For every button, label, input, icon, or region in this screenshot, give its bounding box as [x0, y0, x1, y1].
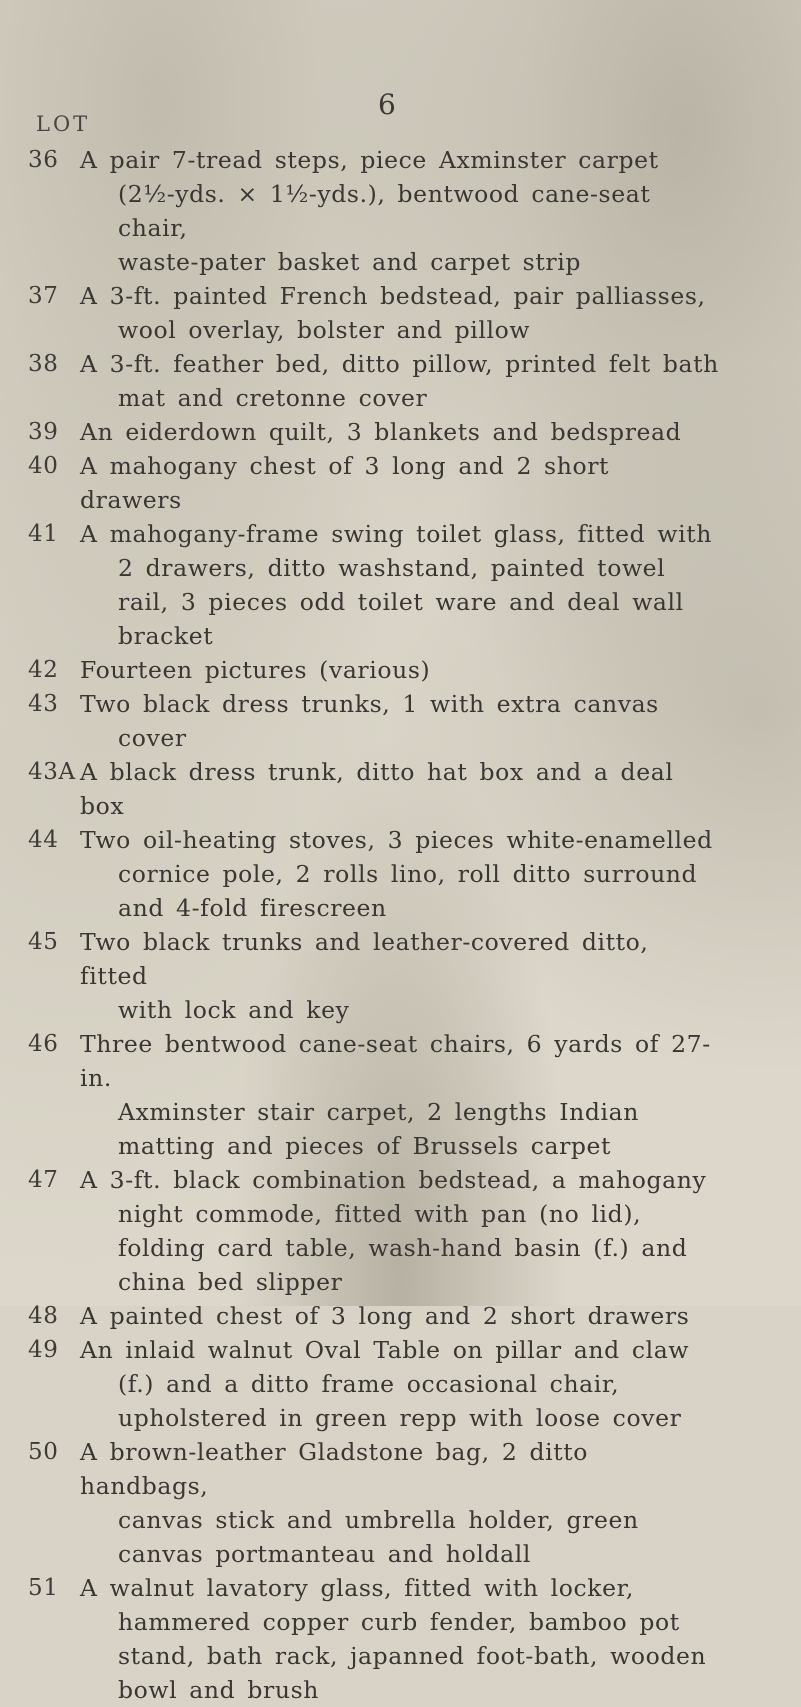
lot-number: 48	[28, 1303, 59, 1329]
lot-description-line: hammered copper curb fender, bamboo pot	[118, 1608, 680, 1636]
lot-description-line: waste-pater basket and carpet strip	[118, 248, 581, 276]
lot-description-line: (2½-yds. × 1½-yds.), bentwood cane-seat chair,	[118, 180, 651, 242]
lot-description-line: A pair 7-tread steps, piece Axminster carpet	[80, 146, 659, 174]
lot-description-line: mat and cretonne cover	[118, 384, 428, 412]
lot-entry	[0, 1435, 720, 1571]
lot-description-line: cover	[118, 724, 187, 752]
lot-entry	[0, 653, 720, 687]
lot-description-line: Two oil-heating stoves, 3 pieces white-enamelled	[80, 826, 713, 854]
lot-number: 43A	[28, 759, 76, 785]
lot-description-line: 2 drawers, ditto washstand, painted towel	[118, 554, 666, 582]
lot-number: 50	[28, 1439, 59, 1465]
lot-description-line: Axminster stair carpet, 2 lengths Indian	[118, 1098, 639, 1126]
lot-number: 39	[28, 419, 59, 445]
lot-entry	[0, 415, 720, 449]
lot-description	[80, 517, 720, 653]
lot-description	[80, 1299, 720, 1333]
lot-description-line: A black dress trunk, ditto hat box and a deal box	[80, 758, 674, 820]
lot-entry	[0, 1027, 720, 1163]
lot-description-line: rail, 3 pieces odd toilet ware and deal wall	[118, 588, 684, 616]
lot-description-line: cornice pole, 2 rolls lino, roll ditto surround	[118, 860, 698, 888]
lot-entry	[0, 1333, 720, 1435]
lot-description-line: A painted chest of 3 long and 2 short drawers	[80, 1302, 690, 1330]
lot-number: 37	[28, 283, 59, 309]
lot-description-line: A 3-ft. black combination bedstead, a mahogany	[80, 1166, 707, 1194]
lot-description	[80, 1163, 720, 1299]
lot-description	[80, 1571, 720, 1707]
lot-description-line: bracket	[118, 622, 214, 650]
lot-number: 40	[28, 453, 59, 479]
lot-number: 44	[28, 827, 59, 853]
lot-description-line: An eiderdown quilt, 3 blankets and bedspread	[80, 418, 682, 446]
lot-description-line: Two black dress trunks, 1 with extra canvas	[80, 690, 659, 718]
lot-entry	[0, 1571, 720, 1707]
lot-description-line: night commode, fitted with pan (no lid),	[118, 1200, 642, 1228]
lot-description-line: with lock and key	[118, 996, 350, 1024]
lot-description-line: A 3-ft. painted French bedstead, pair palliasses,	[80, 282, 706, 310]
lot-description-line: wool overlay, bolster and pillow	[118, 316, 531, 344]
lot-number: 38	[28, 351, 59, 377]
lot-description-line: A brown-leather Gladstone bag, 2 ditto handbags,	[80, 1438, 589, 1500]
lot-list	[0, 143, 801, 1707]
lot-entry	[0, 347, 720, 415]
lot-entry	[0, 1299, 720, 1333]
lot-entry	[0, 449, 720, 517]
lot-column-header: LOT	[36, 112, 91, 136]
lot-description-line: An inlaid walnut Oval Table on pillar and claw	[80, 1336, 690, 1364]
lot-number: 45	[28, 929, 59, 955]
lot-description	[80, 347, 720, 415]
lot-entry	[0, 925, 720, 1027]
lot-description	[80, 925, 720, 1027]
lot-entry	[0, 823, 720, 925]
lot-number: 51	[28, 1575, 59, 1601]
lot-number: 47	[28, 1167, 59, 1193]
lot-description-line: matting and pieces of Brussels carpet	[118, 1132, 612, 1160]
lot-description-line: Fourteen pictures (various)	[80, 656, 431, 684]
lot-description	[80, 143, 720, 279]
lot-number: 41	[28, 521, 59, 547]
lot-number: 42	[28, 657, 59, 683]
lot-entry	[0, 687, 720, 755]
lot-number: 46	[28, 1031, 59, 1057]
lot-description-line: bowl and brush	[118, 1676, 319, 1704]
lot-description	[80, 653, 720, 687]
lot-number: 36	[28, 147, 59, 173]
lot-description	[80, 449, 720, 517]
lot-entry	[0, 517, 720, 653]
lot-description	[80, 823, 720, 925]
lot-description-line: upholstered in green repp with loose cover	[118, 1404, 682, 1432]
lot-description	[80, 1435, 720, 1571]
lot-description-line: A mahogany-frame swing toilet glass, fitted with	[80, 520, 712, 548]
lot-description-line: canvas stick and umbrella holder, green	[118, 1506, 639, 1534]
lot-description	[80, 687, 720, 755]
lot-description-line: Two black trunks and leather-covered ditto, fitted	[80, 928, 649, 990]
lot-description-line: A walnut lavatory glass, fitted with locker,	[80, 1574, 634, 1602]
lot-description-line: Three bentwood cane-seat chairs, 6 yards of 27-in.	[80, 1030, 711, 1092]
lot-description	[80, 1027, 720, 1163]
lot-description-line: (f.) and a ditto frame occasional chair,	[118, 1370, 620, 1398]
lot-description	[80, 279, 720, 347]
lot-entry	[0, 279, 720, 347]
lot-description	[80, 755, 720, 823]
lot-number: 43	[28, 691, 59, 717]
lot-description-line: stand, bath rack, japanned foot-bath, wooden	[118, 1642, 707, 1670]
lot-description	[80, 1333, 720, 1435]
page-number: 6	[378, 88, 396, 121]
lot-entry	[0, 143, 720, 279]
lot-description-line: and 4-fold firescreen	[118, 894, 387, 922]
lot-number: 49	[28, 1337, 59, 1363]
lot-description-line: A mahogany chest of 3 long and 2 short drawers	[80, 452, 610, 514]
lot-entry	[0, 755, 720, 823]
lot-description	[80, 415, 720, 449]
lot-entry	[0, 1163, 720, 1299]
lot-description-line: canvas portmanteau and holdall	[118, 1540, 531, 1568]
lot-description-line: china bed slipper	[118, 1268, 343, 1296]
lot-description-line: folding card table, wash-hand basin (f.) and	[118, 1234, 688, 1262]
lot-description-line: A 3-ft. feather bed, ditto pillow, printed felt bath	[80, 350, 719, 378]
